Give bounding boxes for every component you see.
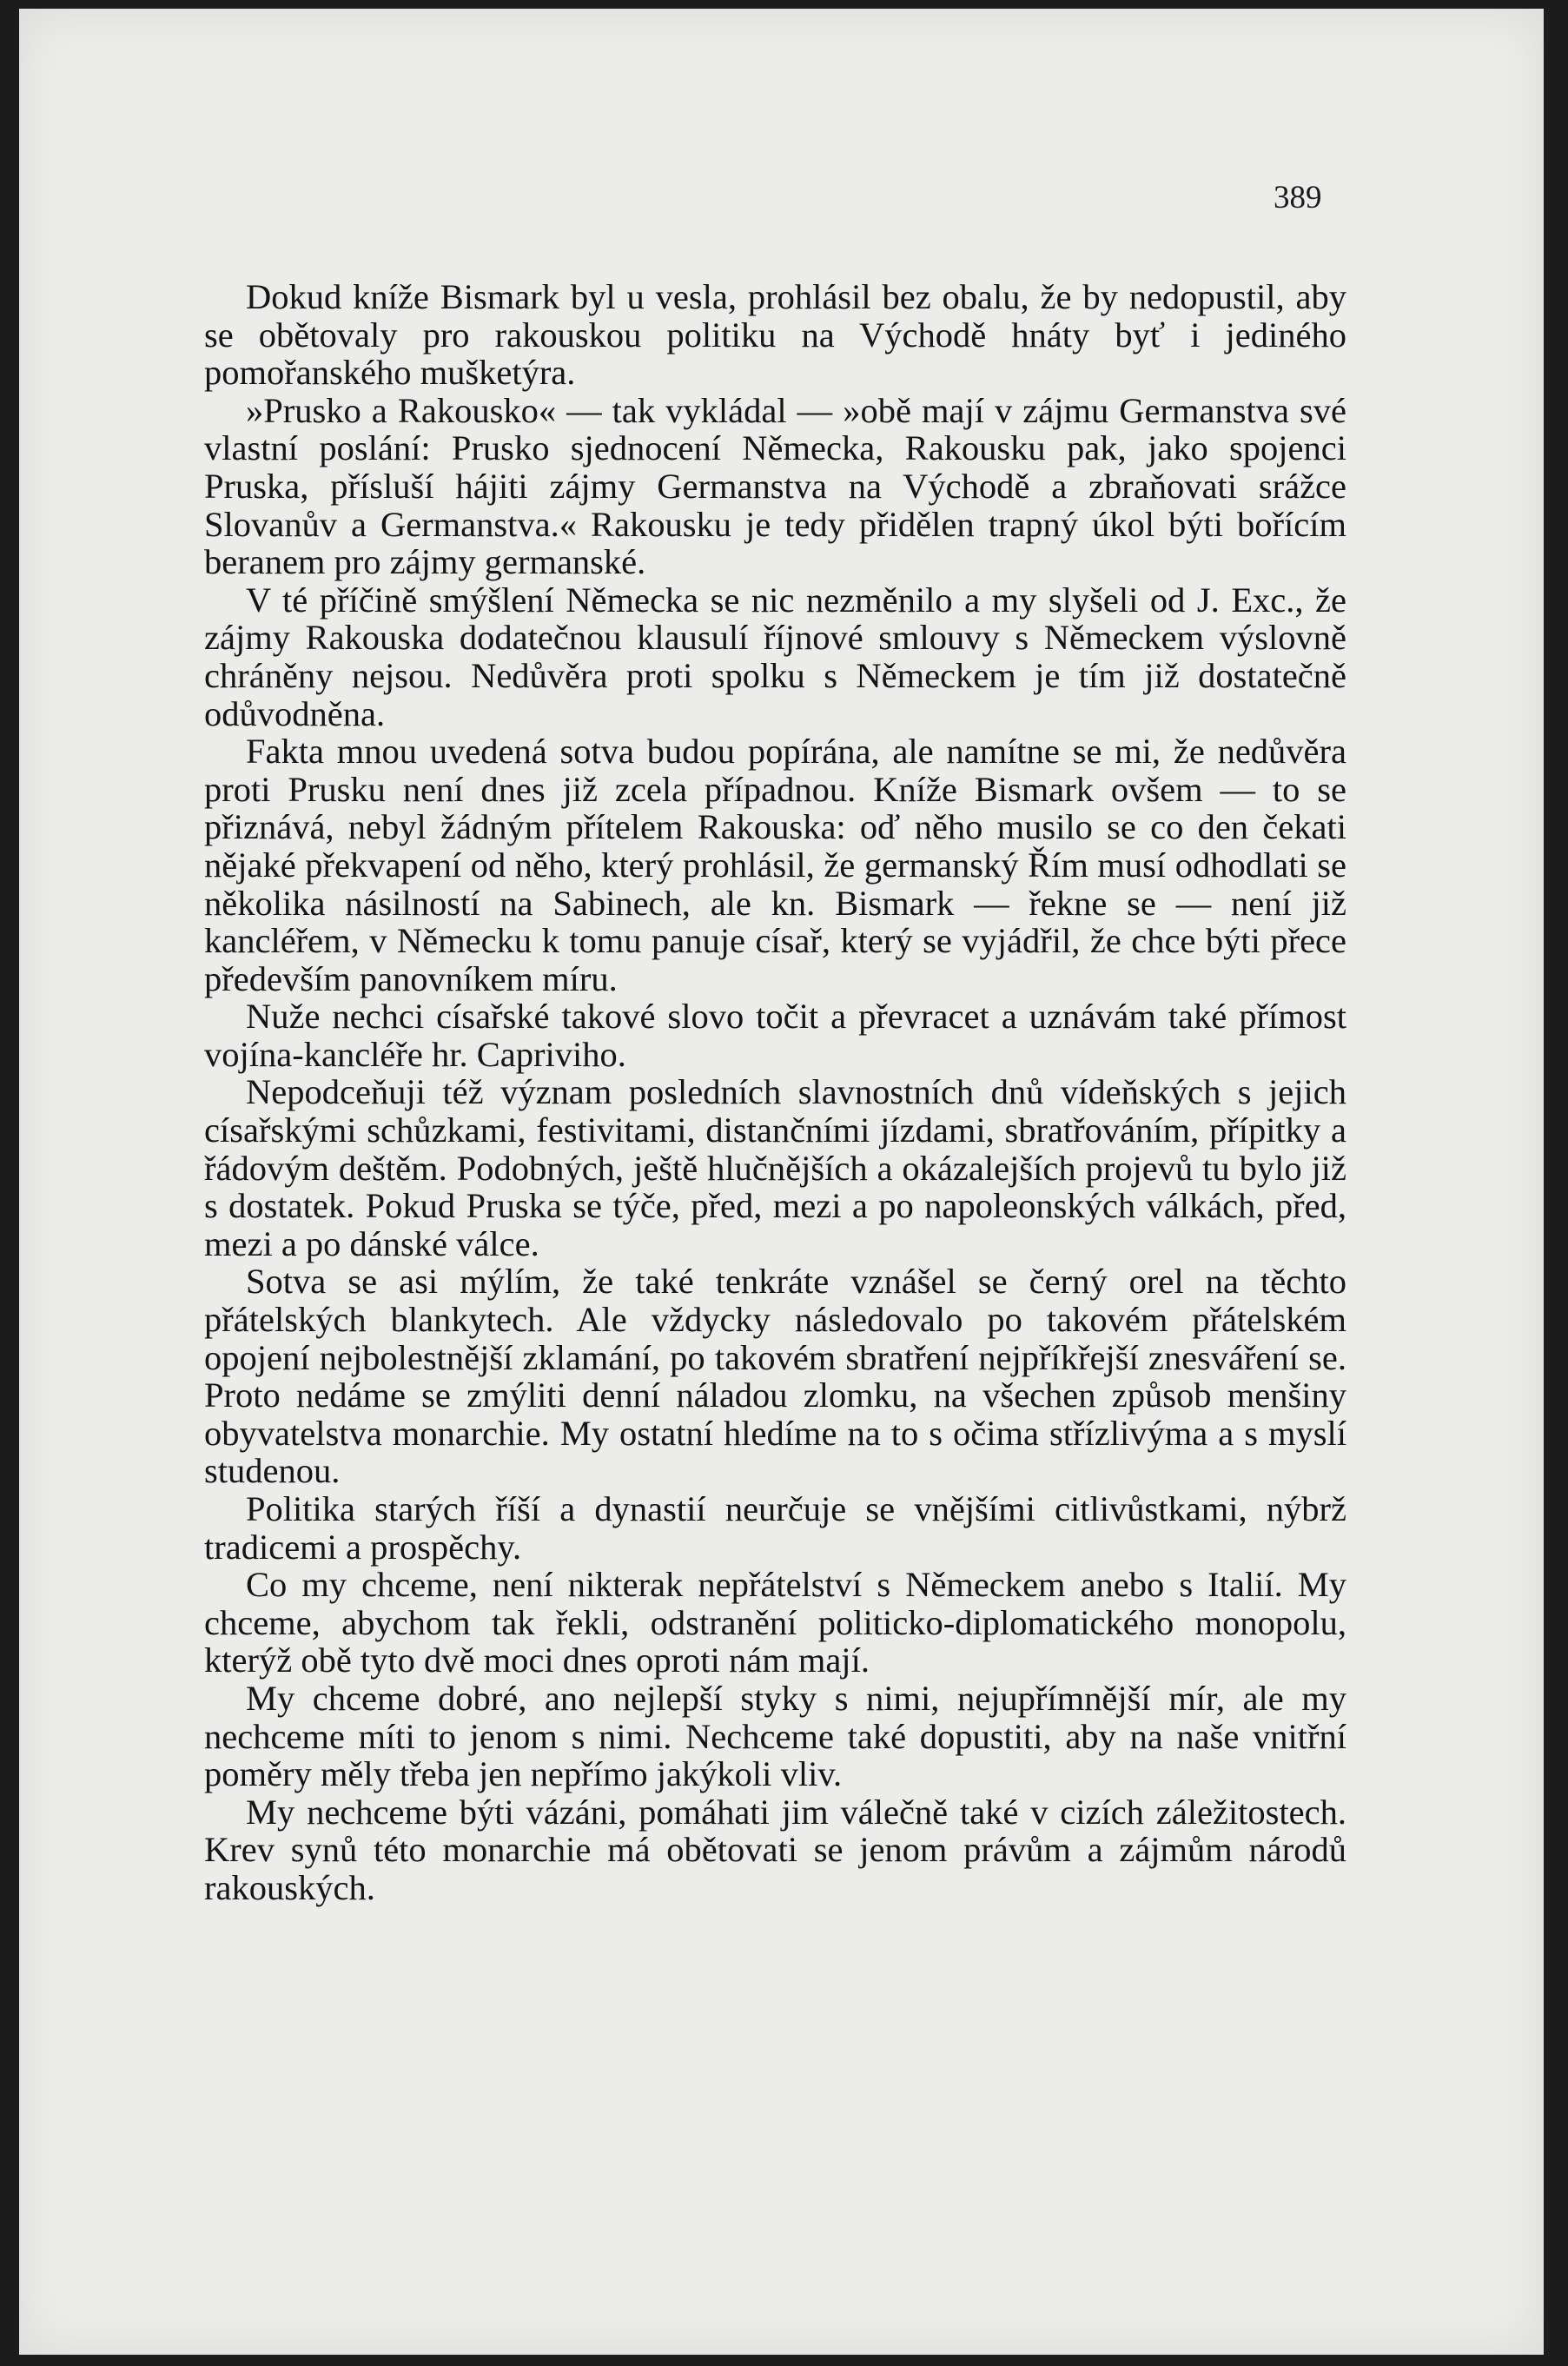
paragraph: Politika starých říší a dynastií neurčuje se vnějšími citlivůstkami, nýbrž tradicemi a prospěchy. <box>204 1489 1346 1567</box>
paragraph: Dokud kníže Bismark byl u vesla, prohlásil bez obalu, že by nedopustil, aby se obětovaly pro rakouskou politiku na Východě hnáty byť i jediného pomořanského mušketýra. <box>204 277 1346 393</box>
paragraph: Nuže nechci císařské takové slovo točit a převracet a uznávám také přímost vojína-kancléře hr. Capriviho. <box>204 997 1346 1074</box>
paragraph: V té příčině smýšlení Německa se nic nezměnilo a my slyšeli od J. Exc., že zájmy Rakouska dodatečnou klausulí říjnové smlouvy s Německem výslovně chráněny nejsou. Nedůvěra proti spolku s Německem je tím již dostatečně odůvodněna. <box>204 580 1346 733</box>
paragraph: My chceme dobré, ano nejlepší styky s nimi, nejupřímnější mír, ale my nechceme míti to jenom s nimi. Nechceme také dopustiti, aby na naše vnitřní poměry měly třeba jen nepřímo jakýkoli vliv. <box>204 1678 1346 1794</box>
paragraph: Fakta mnou uvedená sotva budou popírána, ale namítne se mi, že nedůvěra proti Prusku není dnes již zcela případnou. Kníže Bismark ovšem — to se přiznává, nebyl žádným přítelem Rakouska: oď něho musilo se co den čekati nějaké překvapení od něho, který prohlásil, že germanský Řím musí odhodlati se několika násilností na Sabinech, ale kn. Bismark — řekne se — není již kancléřem, v Německu k tomu panuje císař, který se vyjádřil, že chce býti přece především panovníkem míru. <box>204 732 1346 998</box>
paragraph: Nepodceňuji též význam posledních slavnostních dnů vídeňských s jejich císařskými schůzkami, festivitami, distančními jízdami, sbratřováním, přípitky a řádovým deštěm. Podobných, ještě hlučnějších a okázalejších projevů tu bylo již s dostatek. Pokud Pruska se týče, před, mezi a po napoleonských válkách, před, mezi a po dánské válce. <box>204 1072 1346 1263</box>
paragraph: Co my chceme, není nikterak nepřátelství s Německem anebo s Italií. My chceme, abychom tak řekli, odstranění politicko-diplomatického monopolu, kterýž obě tyto dvě moci dnes oproti nám mají. <box>204 1565 1346 1680</box>
page-number: 389 <box>1274 180 1322 215</box>
paragraph: My nechceme býti vázáni, pomáhati jim válečně také v cizích záležitostech. Krev synů této monarchie má obětovati se jenom právům a zájmům národů rakouských. <box>204 1792 1346 1907</box>
paragraph: »Prusko a Rakousko« — tak vykládal — »obě mají v zájmu Germanstva své vlastní poslání: Prusko sjednocení Německa, Rakousku pak, jako spojenci Pruska, přísluší hájiti zájmy Germanstva na Východě a zbraňovati srážce Slovanův a Germanstva.« Rakousku je tedy přidělen trapný úkol býti bořícím beranem pro zájmy germanské. <box>204 390 1346 582</box>
paragraph: Sotva se asi mýlím, že také tenkráte vznášel se černý orel na těchto přátelských blankytech. Ale vždycky následovalo po takovém přátelském opojení nejbolestnější zklamání, po takovém sbratření nejpříkřejší znesváření se. Proto nedáme se zmýliti denní náladou zlomku, na všechen způsob menšiny obyvatelstva monarchie. My ostatní hledíme na to s očima střízlivýma a s myslí studenou. <box>204 1262 1346 1491</box>
book-page <box>19 9 1544 2355</box>
body-text <box>204 278 1346 1907</box>
